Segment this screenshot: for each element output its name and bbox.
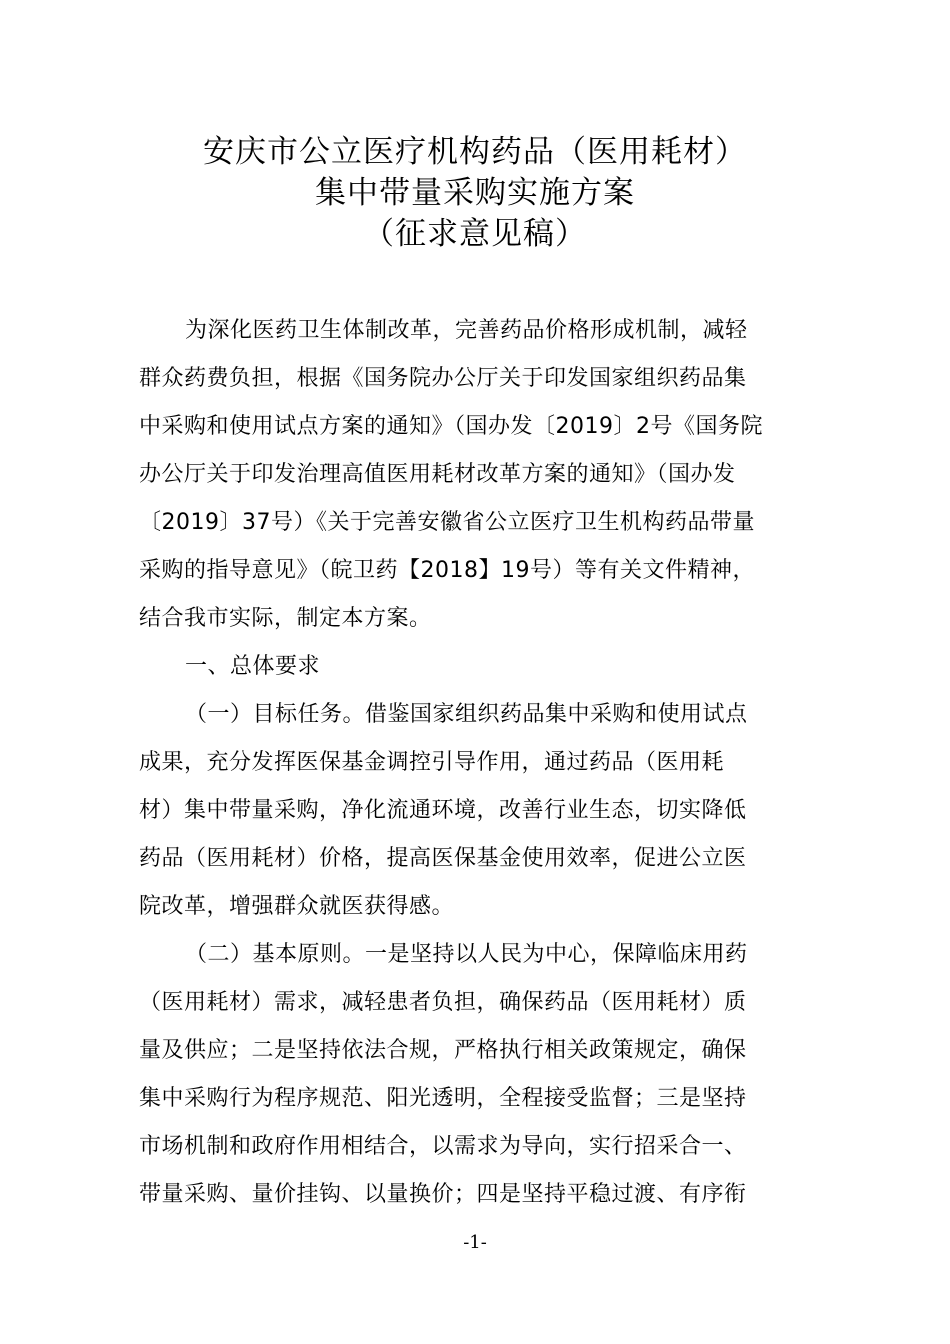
document-title — [0, 132, 950, 255]
title-line-2: 集中带量采购实施方案 — [315, 175, 635, 211]
paragraph-principles-line-6: 带量采购、量价挂钩、以量换价；四是坚持平稳过渡、有序衔 — [139, 1182, 747, 1207]
paragraph-objectives-line-1: （一）目标任务。借鉴国家组织药品集中采购和使用试点 — [185, 702, 748, 727]
paragraph-intro-line-5: 〔2019〕37号）《关于完善安徽省公立医疗卫生机构药品带量 — [139, 510, 755, 535]
page-number: -1- — [463, 1232, 487, 1253]
paragraph-objectives-line-5: 院改革，增强群众就医获得感。 — [139, 894, 455, 919]
paragraph-principles-line-5: 市场机制和政府作用相结合，以需求为导向，实行招采合一、 — [139, 1134, 747, 1159]
paragraph-intro-line-4: 办公厅关于印发治理高值医用耗材改革方案的通知》（国办发 — [139, 462, 736, 487]
paragraph-principles-line-4: 集中采购行为程序规范、阳光透明，全程接受监督；三是坚持 — [139, 1086, 747, 1111]
paragraph-principles-line-1: （二）基本原则。一是坚持以人民为中心，保障临床用药 — [185, 942, 748, 967]
section-heading-general-requirements: 一、总体要求 — [185, 654, 321, 679]
paragraph-intro-line-1: 为深化医药卫生体制改革，完善药品价格形成机制，减轻 — [185, 318, 748, 343]
paragraph-objectives-line-3: 材）集中带量采购，净化流通环境，改善行业生态，切实降低 — [139, 798, 747, 823]
paragraph-objectives-line-2: 成果，充分发挥医保基金调控引导作用，通过药品（医用耗 — [139, 750, 725, 775]
document-body — [139, 307, 819, 1219]
paragraph-principles-line-3: 量及供应；二是坚持依法合规，严格执行相关政策规定，确保 — [139, 1038, 747, 1063]
title-line-1: 安庆市公立医疗机构药品（医用耗材） — [203, 134, 747, 170]
paragraph-objectives-line-4: 药品（医用耗材）价格，提高医保基金使用效率，促进公立医 — [139, 846, 747, 871]
title-line-3: （征求意见稿） — [363, 216, 587, 252]
paragraph-principles-line-2: （医用耗材）需求，减轻患者负担，确保药品（医用耗材）质 — [139, 990, 747, 1015]
paragraph-intro-line-3: 中采购和使用试点方案的通知》（国办发〔2019〕2号《国务院 — [139, 414, 763, 439]
paragraph-intro-line-2: 群众药费负担，根据《国务院办公厅关于印发国家组织药品集 — [139, 366, 747, 391]
paragraph-intro-line-7: 结合我市实际，制定本方案。 — [139, 606, 432, 631]
paragraph-intro-line-6: 采购的指导意见》（皖卫药【2018】19号）等有关文件精神， — [139, 558, 755, 583]
